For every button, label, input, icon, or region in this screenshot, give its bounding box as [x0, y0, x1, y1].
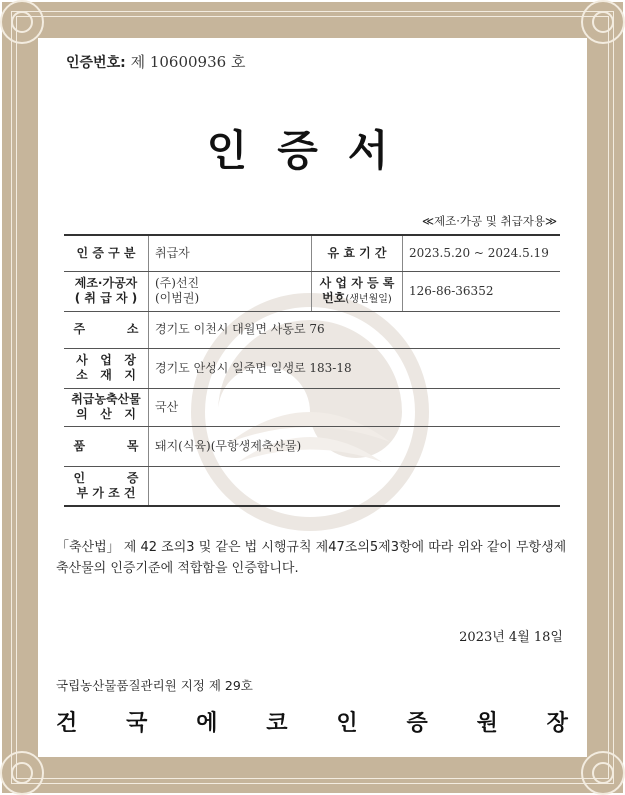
- title-char: 서: [347, 126, 419, 175]
- origin-label-line2: 의 산 지: [76, 407, 136, 421]
- table-row: [64, 235, 560, 271]
- certification-statement: 「축산법」 제 42 조의3 및 같은 법 시행규칙 제47조의5제3항에 따라 위와 같이 무항생제축산물의 인증기준에 적합함을 인증합니다.: [56, 540, 567, 576]
- site-label: [64, 348, 149, 388]
- org-char: 증: [406, 710, 428, 736]
- bizreg-label-line2: 번호: [322, 290, 346, 305]
- maker-label-line1: 제조·가공자: [74, 276, 138, 290]
- maker-value-line2: (이범권): [155, 291, 200, 305]
- origin-label: [64, 388, 149, 426]
- org-char: 국: [126, 710, 148, 736]
- agency-designation: 국립농산물품질관리원 지정 제 29호: [56, 678, 253, 693]
- site-value: 경기도 안성시 일죽면 일생로 183-18: [149, 348, 561, 388]
- org-char: 건: [56, 710, 78, 736]
- table-row: [64, 271, 560, 311]
- site-label-line2: 소 재 지: [76, 368, 136, 382]
- bizreg-value: 126-86-36352: [403, 271, 561, 311]
- issuing-organization: [56, 706, 568, 737]
- org-char: 인: [336, 710, 358, 736]
- maker-value-line1: (주)선진: [155, 276, 200, 290]
- item-value: 돼지(식육)(무항생제축산물): [149, 426, 561, 466]
- table-row: [64, 466, 560, 506]
- table-row: [64, 426, 560, 466]
- table-row: [64, 348, 560, 388]
- bizreg-label: [312, 271, 403, 311]
- corner-ornament-bottom-right: [581, 751, 625, 795]
- org-char: 코: [266, 710, 288, 736]
- bizreg-label-line1: 사 업 자 등 록: [319, 275, 395, 290]
- certificate-number-label: 인증번호:: [66, 55, 126, 71]
- org-char: 원: [476, 710, 498, 736]
- certificate-info-table: [64, 234, 560, 507]
- category-value: 취급자: [149, 235, 312, 271]
- address-label: 주 소: [64, 311, 149, 348]
- usage-note: ≪제조·가공 및 취급자용≫: [421, 214, 557, 228]
- maker-label-line2: ( 취 급 자 ): [74, 291, 138, 305]
- document-title: [0, 118, 625, 178]
- table-row: [64, 388, 560, 426]
- validity-label: 유 효 기 간: [312, 235, 403, 271]
- origin-value: 국산: [149, 388, 561, 426]
- maker-label: [64, 271, 149, 311]
- maker-value: [149, 271, 312, 311]
- address-value: 경기도 이천시 대월면 사동로 76: [149, 311, 561, 348]
- condition-label-line2: 부 가 조 건: [76, 485, 136, 500]
- validity-value: 2023.5.20 ~ 2024.5.19: [403, 235, 561, 271]
- corner-ornament-bottom-left: [0, 751, 44, 795]
- org-char: 장: [546, 710, 568, 736]
- condition-label-line1: 인 증: [73, 470, 139, 485]
- title-char: 인: [206, 126, 278, 175]
- item-label: 품 목: [64, 426, 149, 466]
- title-char: 증: [277, 126, 348, 175]
- issue-date: 2023년 4월 18일: [459, 630, 563, 645]
- bizreg-label-birth: (생년월일): [345, 293, 392, 305]
- site-label-line1: 사 업 장: [76, 353, 136, 367]
- certificate-number-value: 제 10600936 호: [130, 53, 246, 71]
- org-char: 에: [196, 710, 218, 736]
- table-row: [64, 311, 560, 348]
- condition-value: [149, 466, 561, 506]
- origin-label-line1: 취급농축산물: [71, 392, 141, 406]
- condition-label: [64, 466, 149, 506]
- corner-ornament-top-right: [581, 0, 625, 44]
- category-label: 인 증 구 분: [64, 235, 149, 271]
- certificate-number: [66, 52, 245, 72]
